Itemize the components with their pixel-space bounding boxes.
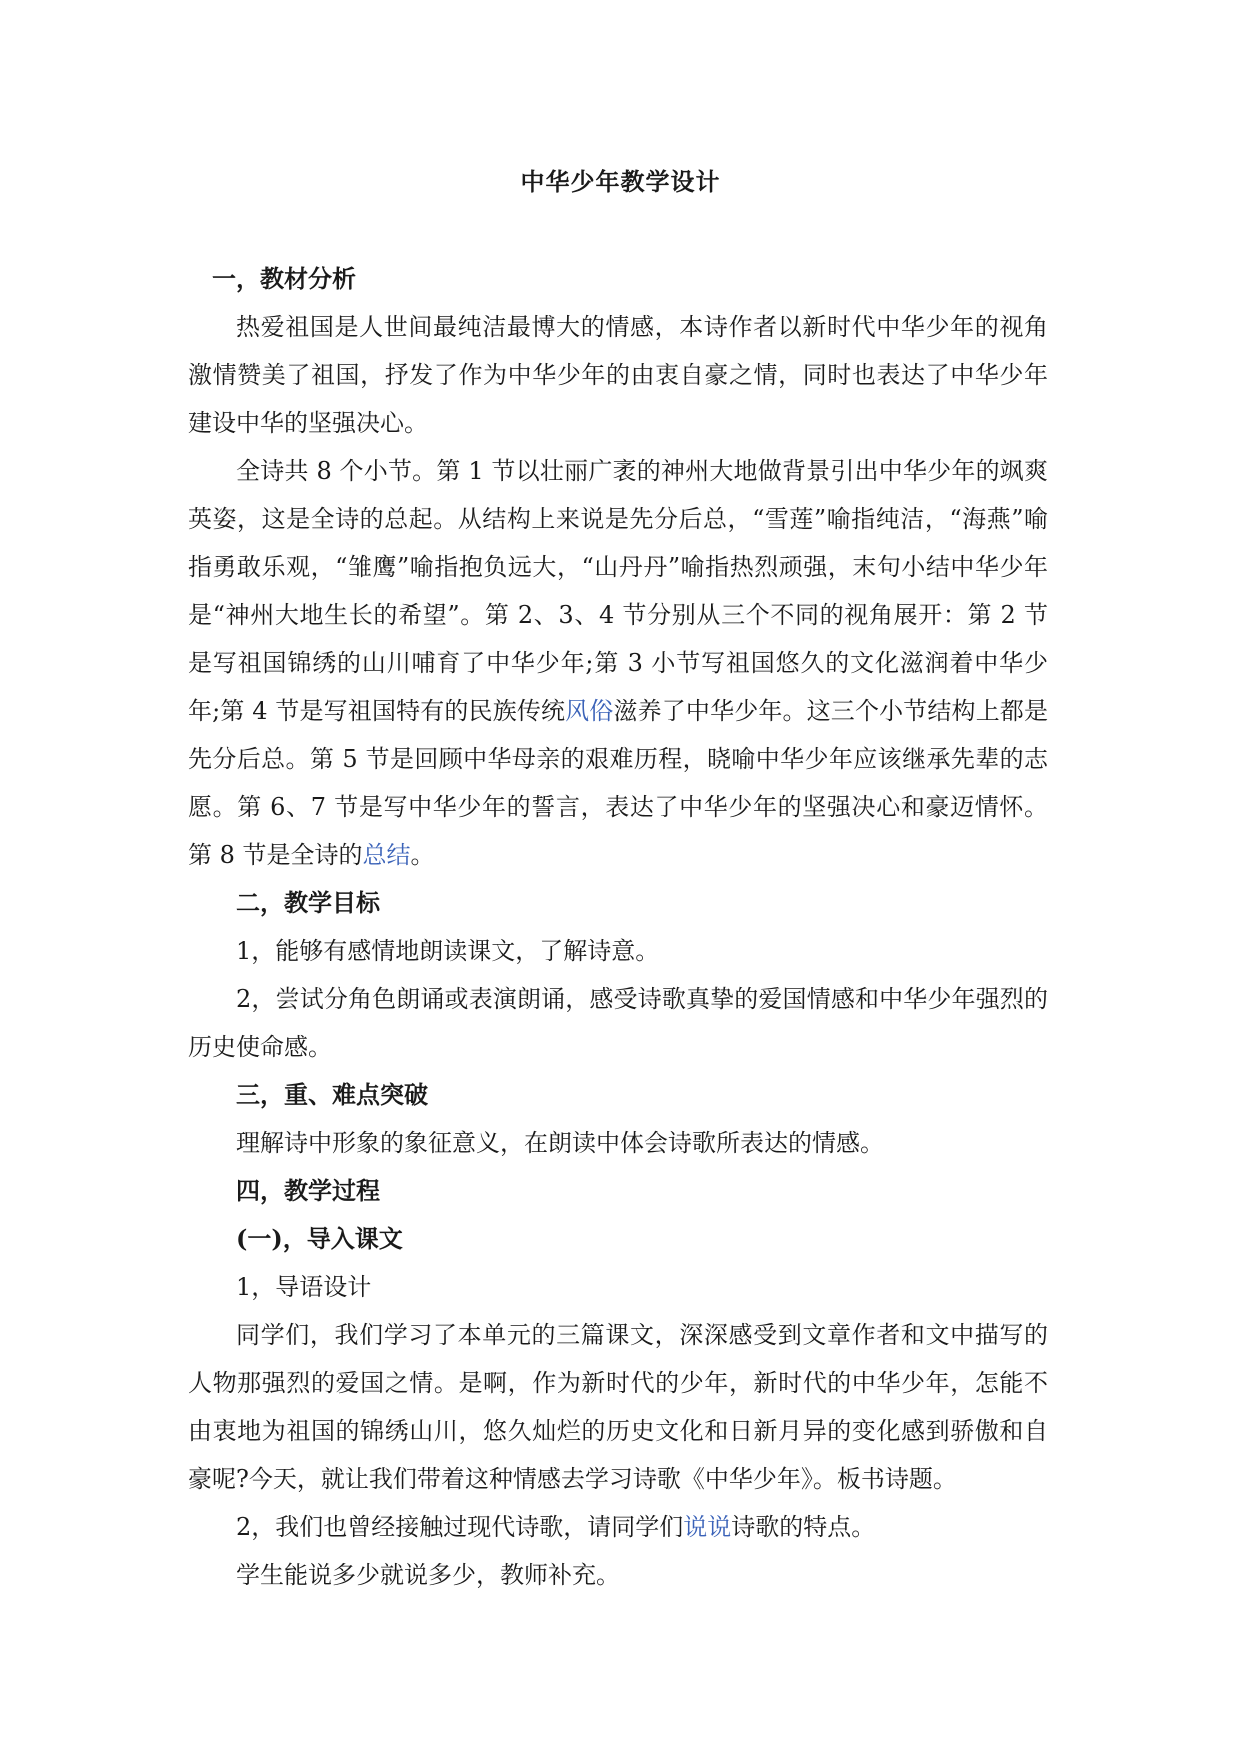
paragraph-intro: 热爱祖国是人世间最纯洁最博大的情感，本诗作者以新时代中华少年的视角激情赞美了祖国，抒发了作为中华少年的由衷自豪之情，同时也表达了中华少年建设中华的坚强决心。 (188, 313, 1048, 437)
link-talk[interactable]: 说说 (683, 1513, 732, 1541)
paragraph-text: 诗歌的特点。 (731, 1513, 876, 1541)
list-item: 1，导语设计 (236, 1273, 372, 1301)
subsection-heading-introduction: (一)，导入课文 (236, 1224, 403, 1253)
paragraph-lead-in: 同学们，我们学习了本单元的三篇课文，深深感受到文章作者和文中描写的人物那强烈的爱国之情。是啊，作为新时代的少年，新时代的中华少年，怎能不由衷地为祖国的锦绣山川，悠久灿烂的历史文化和日新月异的变化感到骄傲和自豪呢?今天，就让我们带着这种情感去学习诗歌《中华少年》。板书诗题。 (188, 1321, 1048, 1493)
paragraph-text: 2，我们也曾经接触过现代诗歌，请同学们 (236, 1513, 684, 1541)
paragraph-structure (188, 447, 1048, 879)
list-item (188, 1503, 1048, 1551)
section-heading-teaching-goals: 二，教学目标 (236, 888, 380, 917)
section-heading-textbook-analysis: 一，教材分析 (212, 264, 356, 293)
section-heading-key-points: 三，重、难点突破 (236, 1080, 428, 1109)
list-item: 2，尝试分角色朗诵或表演朗诵，感受诗歌真挚的爱国情感和中华少年强烈的历史使命感。 (188, 985, 1048, 1061)
document-body (188, 255, 1048, 1599)
link-summary[interactable]: 总结 (362, 841, 411, 869)
paragraph-student-response: 学生能说多少就说多少，教师补充。 (236, 1561, 620, 1589)
list-item: 1，能够有感情地朗读课文，了解诗意。 (236, 937, 660, 965)
paragraph-text: 全诗共 8 个小节。第 1 节以壮丽广袤的神州大地做背景引出中华少年的飒爽英姿，这是全诗的总起。从结构上来说是先分后总，“雪莲”喻指纯洁，“海燕”喻指勇敢乐观，“雏鹰”喻指抱负远大，“山丹丹”喻指热烈顽强，末句小结中华少年是“神州大地生长的希望”。第 2、3、4 节分别从三个不同的视角展开：第 2 节是写祖国锦绣的山川哺育了中华少年;第 3 小节写祖国悠久的文化滋润着中华少年;第 4 节是写祖国特有的民族传统 (188, 457, 1048, 725)
document-title: 中华少年教学设计 (520, 167, 721, 196)
paragraph-text: 滋养了中华少年。这三个小节结构上都是先分后总。第 5 节是回顾中华母亲的艰难历程，晓喻中华少年应该继承先辈的志愿。第 6、7 节是写中华少年的誓言，表达了中华少年的坚强决心和豪迈情怀。第 8 节是全诗的 (188, 697, 1049, 869)
paragraph-key-points: 理解诗中形象的象征意义，在朗读中体会诗歌所表达的情感。 (236, 1129, 884, 1157)
paragraph-text: 。 (410, 841, 435, 869)
section-heading-teaching-process: 四，教学过程 (236, 1176, 380, 1205)
link-customs[interactable]: 风俗 (565, 697, 614, 725)
